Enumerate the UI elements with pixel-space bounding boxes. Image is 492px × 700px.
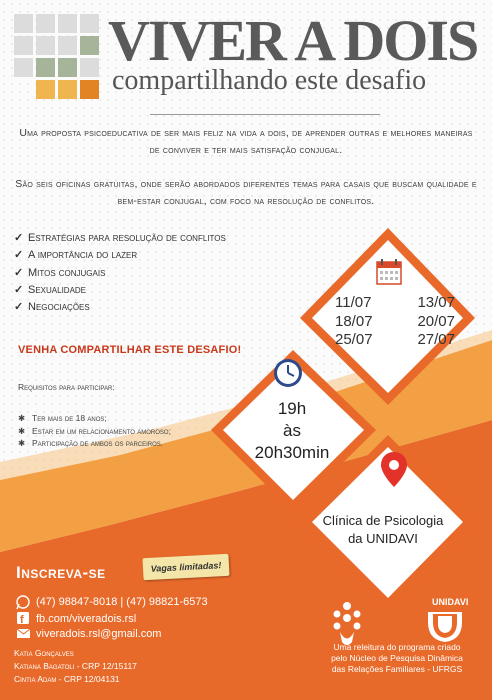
requirement-label: Ter mais de 18 anos;: [32, 413, 107, 423]
intro-paragraph-2: São seis oficinas gratuitas, onde serão abordados diferentes temas para casais que buscam qualidade e bem-estar conjugal, com foco na resolução de conflitos.: [15, 178, 477, 207]
credit-text: [307, 642, 487, 675]
topic-label: A importância do lazer: [28, 249, 138, 262]
requirements-list: [18, 412, 171, 450]
requirement-label: Estar em um relacionamento amoroso;: [32, 425, 171, 436]
signup-heading: Inscreva-se: [16, 563, 106, 582]
limited-spots-badge: [142, 554, 229, 580]
logo-square: [36, 58, 55, 77]
date: 25/07: [335, 331, 373, 348]
check-icon: ✓: [14, 301, 24, 314]
topics-list: [14, 230, 226, 316]
asterisk-icon: ✱: [18, 438, 26, 448]
topic-label: Negociações: [28, 301, 90, 314]
team-member: Katiana Bagatoli - CRP 12/15117: [14, 661, 137, 671]
place-block: [308, 512, 458, 548]
list-item: [18, 412, 171, 425]
team-member: Cintia Adam - CRP 12/04131: [14, 674, 120, 684]
date: 27/07: [417, 331, 455, 348]
date: 13/07: [417, 294, 455, 311]
credit-line: Uma releitura do programa criado: [333, 642, 461, 652]
asterisk-icon: ✱: [18, 425, 26, 436]
logo-square: [36, 14, 55, 33]
badge-label: Vagas limitadas!: [150, 560, 222, 574]
date: 11/07: [335, 294, 372, 311]
list-item: [14, 247, 226, 264]
requirements-heading: Requisitos para participar:: [18, 382, 115, 392]
facebook-icon: [17, 612, 29, 626]
unidavi-logo-text: UNIDAVI: [432, 597, 469, 607]
page-title: VIVER A DOIS: [108, 8, 478, 73]
topic-label: Sexualidade: [28, 283, 87, 296]
clock-icon: [274, 359, 302, 387]
logo-square: [14, 58, 33, 77]
check-icon: ✓: [14, 232, 24, 244]
check-icon: ✓: [14, 266, 24, 279]
place-line-1: Clínica de Psicologia: [322, 513, 444, 528]
asterisk-icon: ✱: [18, 413, 26, 423]
time-connector: às: [283, 421, 301, 440]
facebook-link[interactable]: fb.com/viveradois.rsl: [36, 613, 137, 625]
logo-square: [80, 14, 99, 33]
intro-paragraph-1: Uma proposta psicoeducativa de ser mais feliz na vida a dois, de aprender outras e melhores maneiras de conviver e ter mais satisfação conjugal.: [19, 127, 473, 156]
logo-square: [80, 80, 99, 99]
credit-line: das Relações Familiares - UFRGS: [331, 664, 463, 674]
logo-square: [14, 36, 33, 55]
divider: [150, 114, 380, 115]
team-list: [14, 647, 137, 686]
svg-text:f: f: [20, 614, 24, 626]
team-member: Katia Gonçalves: [14, 648, 74, 658]
page-subtitle: compartilhando este desafio: [112, 65, 427, 96]
logo-square: [80, 58, 99, 77]
phone-contact[interactable]: (47) 98847-8018 | (47) 98821-6573: [36, 596, 208, 608]
check-icon: ✓: [14, 249, 24, 262]
email-link[interactable]: viveradois.rsl@gmail.com: [36, 628, 162, 640]
calendar-icon: [377, 259, 401, 284]
time-end: 20h30min: [254, 443, 330, 462]
dates-block: [335, 294, 455, 350]
time-block: [232, 398, 352, 464]
call-to-action: VENHA COMPARTILHAR ESTE DESAFIO!: [18, 344, 242, 356]
logo-square: [58, 36, 77, 55]
list-item: [18, 425, 171, 438]
place-line-2: da UNIDAVI: [348, 531, 418, 546]
check-icon: ✓: [14, 283, 24, 296]
credit-line: pelo Núcleo de Pesquisa Dinâmica: [331, 653, 463, 663]
logo-square: [58, 14, 77, 33]
logo-square: [36, 80, 55, 99]
date: 20/07: [417, 312, 455, 330]
list-item: [18, 437, 171, 450]
list-item: [14, 230, 226, 247]
list-item: [14, 282, 226, 299]
requirement-label: Participação de ambos os parceiros.: [32, 438, 164, 448]
logo-square: [36, 36, 55, 55]
topic-label: Estratégias para resolução de conflitos: [28, 232, 226, 244]
list-item: [14, 299, 226, 316]
email-icon: [17, 629, 30, 638]
logo-square: [58, 80, 77, 99]
logo-square: [14, 14, 33, 33]
date: 18/07: [335, 312, 373, 330]
logo-square: [58, 58, 77, 77]
time-start: 19h: [277, 399, 307, 418]
topic-label: Mitos conjugais: [28, 266, 106, 279]
logo-square: [80, 36, 99, 55]
list-item: [14, 265, 226, 282]
